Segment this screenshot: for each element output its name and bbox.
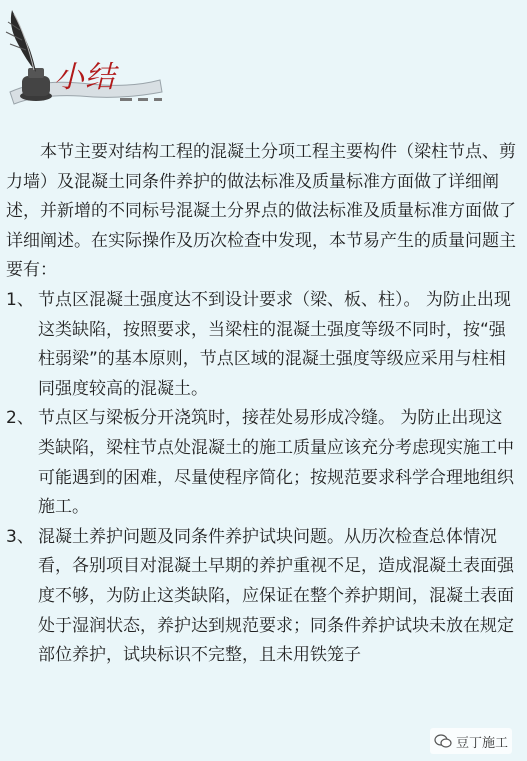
list-number: 1、	[6, 289, 34, 310]
list-text: 混凝土养护问题及同条件养护试块问题。从历次检查总体情况看，各别项目对混凝土早期的养护重视不足，造成混凝土表面强度不够，为防止这类缺陷，应保证在整个养护期间，混凝土表面处于湿润状态，养护达到规范要求；同条件养护试块未放在规定部位养护，试块标识不完整，且未用铁笼子	[38, 526, 514, 666]
list-item	[6, 523, 516, 671]
section-heading: 小结	[54, 60, 116, 95]
list-number: 3、	[6, 526, 34, 547]
intro-paragraph: 本节主要对结构工程的混凝土分项工程主要构件（梁柱节点、剪力墙）及混凝土同条件养护的做法标准及质量标准方面做了详细阐述，并新增的不同标号混凝土分界点的做法标准及质量标准方面做了详细阐述。在实际操作及历次检查中发现，本节易产生的质量问题主要有：	[6, 142, 516, 281]
wechat-watermark	[430, 728, 512, 754]
list-number: 2、	[6, 408, 34, 429]
divider-decoration	[120, 98, 165, 102]
section-header	[0, 0, 527, 108]
list-text: 节点区混凝土强度达不到设计要求（梁、板、柱）。 为防止出现这类缺陷，按照要求，当梁柱的混凝土强度等级不同时，按“强柱弱梁”的基本原则，节点区域的混凝土强度等级应采用与柱相同强度较高的混凝土。	[38, 289, 511, 399]
list-item	[6, 404, 516, 522]
wechat-icon	[434, 734, 452, 748]
list-text: 节点区与梁板分开浇筑时，接茬处易形成冷缝。 为防止出现这类缺陷，梁柱节点处混凝土的施工质量应该充分考虑现实施工中可能遇到的困难，尽量使程序简化；按规范要求科学合理地组织施工。	[38, 408, 514, 518]
list-item	[6, 286, 516, 404]
watermark-text: 豆丁施工	[456, 735, 509, 751]
summary-body	[6, 138, 516, 671]
